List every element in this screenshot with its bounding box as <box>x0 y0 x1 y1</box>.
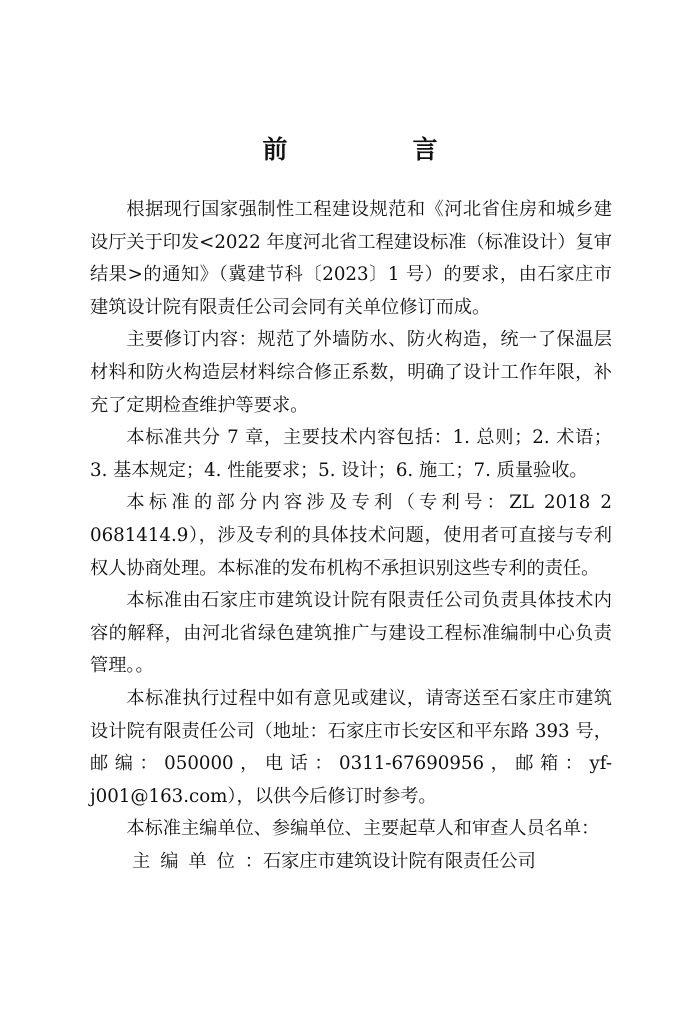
chief-editor-label: 主编单位 <box>132 850 245 872</box>
chief-editor-line <box>90 846 612 879</box>
paragraph-basis: 根据现行国家强制性工程建设规范和《河北省住房和城乡建设厅关于印发<2022 年度河北省工程建设标准（标准设计）复审结果>的通知》（冀建节科〔2023〕1 号）的要求，由石家庄市建筑设计院有限责任公司会同有关单位修订而成。 <box>90 199 612 318</box>
chief-editor-value: 石家庄市建筑设计院有限责任公司 <box>262 850 536 872</box>
paragraph-interpretation: 本标准由石家庄市建筑设计院有限责任公司负责具体技术内容的解释，由河北省绿色建筑推广与建设工程标准编制中心负责管理。。 <box>90 590 612 677</box>
paragraph-revisions: 主要修订内容：规范了外墙防水、防火构造，统一了保温层材料和防火构造层材料综合修正系数，明确了设计工作年限，补充了定期检查维护等要求。 <box>90 329 612 416</box>
chief-editor-separator: ： <box>244 850 263 872</box>
paragraph-chapters: 本标准共分 7 章，主要技术内容包括：1. 总则；2. 术语；3. 基本规定；4. 性能要求；5. 设计；6. 施工；7. 质量验收。 <box>90 427 612 481</box>
paragraph-units-intro: 本标准主编单位、参编单位、主要起草人和审查人员名单： <box>126 818 600 840</box>
paragraph-feedback: 本标准执行过程中如有意见或建议，请寄送至石家庄市建筑设计院有限责任公司（地址：石家庄市长安区和平东路 393 号，邮编：050000，电话：0311-67690956，邮箱：yf-j001@163.com），以供今后修订时参考。 <box>90 687 612 807</box>
paragraph-patent: 本标准的部分内容涉及专利（专利号：ZL 2018 2 0681414.9），涉及专利的具体技术问题，使用者可直接与专利权人协商处理。本标准的发布机构不承担识别这些专利的责任。 <box>90 492 612 579</box>
page-title: 前 言 <box>262 135 488 164</box>
preface-body <box>90 194 612 878</box>
